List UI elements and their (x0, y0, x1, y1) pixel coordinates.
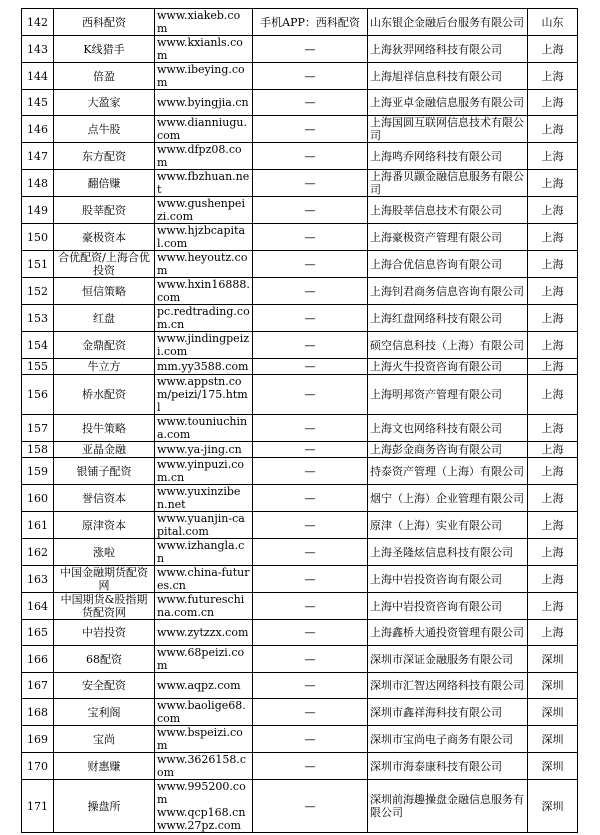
company-name: 深圳市鑫祥海科技有限公司 (368, 699, 528, 726)
company-name: 上海彭金商务咨询有限公司 (368, 442, 528, 458)
platform-name: 桥水配资 (54, 375, 155, 415)
company-name: 上海圣隆炫信息科技有限公司 (368, 539, 528, 566)
app-info: — (253, 753, 368, 780)
table-row (22, 566, 578, 593)
row-number: 154 (22, 332, 54, 359)
region: 山东 (528, 9, 578, 36)
app-info: 手机APP：西科配资 (253, 9, 368, 36)
app-info: — (253, 485, 368, 512)
app-info: — (253, 646, 368, 673)
platform-url: www.dfpz08.com (155, 143, 253, 170)
platform-table (21, 8, 578, 833)
platform-url: www.heyoutz.com (155, 251, 253, 278)
platform-url: www.china-futures.cn (155, 566, 253, 593)
platform-name: 安全配资 (54, 673, 155, 699)
platform-name: 誉信资本 (54, 485, 155, 512)
row-number: 156 (22, 375, 54, 415)
platform-name: 点牛股 (54, 116, 155, 143)
region: 上海 (528, 415, 578, 442)
app-info: — (253, 278, 368, 305)
company-name: 上海火牛投资咨询有限公司 (368, 359, 528, 375)
platform-name: 涨啦 (54, 539, 155, 566)
platform-name: K线猎手 (54, 36, 155, 63)
app-info: — (253, 566, 368, 593)
company-name: 上海狄羿网络科技有限公司 (368, 36, 528, 63)
region: 上海 (528, 620, 578, 646)
company-name: 上海钊君商务信息咨询有限公司 (368, 278, 528, 305)
company-name: 上海旭祥信息科技有限公司 (368, 63, 528, 90)
table-row (22, 36, 578, 63)
app-info: — (253, 673, 368, 699)
document-page (21, 8, 577, 833)
company-name: 上海国圆互联网信息技术有限公司 (368, 116, 528, 143)
row-number: 162 (22, 539, 54, 566)
platform-url: www.futureschina.com.cn (155, 593, 253, 620)
platform-url: www.gushenpeizi.com (155, 197, 253, 224)
row-number: 144 (22, 63, 54, 90)
region: 深圳 (528, 726, 578, 753)
region: 上海 (528, 224, 578, 251)
app-info: — (253, 512, 368, 539)
platform-name: 翻倍赚 (54, 170, 155, 197)
row-number: 171 (22, 780, 54, 833)
platform-name: 豪极资本 (54, 224, 155, 251)
region: 上海 (528, 539, 578, 566)
platform-url: www.68peizi.com (155, 646, 253, 673)
row-number: 143 (22, 36, 54, 63)
platform-url: www.aqpz.com (155, 673, 253, 699)
region: 上海 (528, 170, 578, 197)
platform-url: www.zytzzx.com (155, 620, 253, 646)
platform-url: www.baolige68.com (155, 699, 253, 726)
table-row (22, 305, 578, 332)
row-number: 152 (22, 278, 54, 305)
table-row (22, 593, 578, 620)
region: 上海 (528, 332, 578, 359)
company-name: 上海鑫桥大通投资管理有限公司 (368, 620, 528, 646)
company-name: 深圳市宝尚电子商务有限公司 (368, 726, 528, 753)
row-number: 148 (22, 170, 54, 197)
app-info: — (253, 375, 368, 415)
company-name: 原津（上海）实业有限公司 (368, 512, 528, 539)
platform-url: www.byingjia.cn (155, 90, 253, 116)
company-name: 上海文也网络科技有限公司 (368, 415, 528, 442)
table-row (22, 512, 578, 539)
app-info: — (253, 63, 368, 90)
platform-name: 中国金融期货配资网 (54, 566, 155, 593)
platform-name: 原津资本 (54, 512, 155, 539)
platform-name: 财惠赚 (54, 753, 155, 780)
platform-name: 宝尚 (54, 726, 155, 753)
app-info: — (253, 593, 368, 620)
company-name: 上海豪极资产管理有限公司 (368, 224, 528, 251)
region: 上海 (528, 90, 578, 116)
table-row (22, 415, 578, 442)
table-row (22, 143, 578, 170)
row-number: 153 (22, 305, 54, 332)
region: 深圳 (528, 699, 578, 726)
platform-name: 投牛策略 (54, 415, 155, 442)
company-name: 上海番贝颛金融信息服务有限公司 (368, 170, 528, 197)
app-info: — (253, 442, 368, 458)
platform-url: mm.yy3588.com (155, 359, 253, 375)
app-info: — (253, 116, 368, 143)
table-row (22, 620, 578, 646)
company-name: 烟宁（上海）企业管理有限公司 (368, 485, 528, 512)
region: 深圳 (528, 780, 578, 833)
row-number: 161 (22, 512, 54, 539)
region: 上海 (528, 485, 578, 512)
row-number: 165 (22, 620, 54, 646)
platform-url: www.xiakeb.com (155, 9, 253, 36)
table-row (22, 753, 578, 780)
app-info: — (253, 699, 368, 726)
platform-name: 恒信策略 (54, 278, 155, 305)
row-number: 149 (22, 197, 54, 224)
platform-url: www.hjzbcapital.com (155, 224, 253, 251)
table-row (22, 726, 578, 753)
table-body (22, 9, 578, 833)
company-name: 山东银企金融后台服务有限公司 (368, 9, 528, 36)
platform-name: 中岩投资 (54, 620, 155, 646)
region: 上海 (528, 197, 578, 224)
table-row (22, 375, 578, 415)
app-info: — (253, 359, 368, 375)
region: 深圳 (528, 753, 578, 780)
company-name: 深圳市深证金融服务有限公司 (368, 646, 528, 673)
region: 深圳 (528, 673, 578, 699)
platform-url: pc.redtrading.com.cn (155, 305, 253, 332)
table-row (22, 458, 578, 485)
app-info: — (253, 305, 368, 332)
row-number: 159 (22, 458, 54, 485)
region: 上海 (528, 36, 578, 63)
platform-url: www.dianniugu.com (155, 116, 253, 143)
table-row (22, 90, 578, 116)
row-number: 158 (22, 442, 54, 458)
platform-name: 中国期货&股指期货配资网 (54, 593, 155, 620)
app-info: — (253, 332, 368, 359)
company-name: 上海明邦资产管理有限公司 (368, 375, 528, 415)
table-row (22, 646, 578, 673)
table-row (22, 197, 578, 224)
platform-url: www.ya-jing.cn (155, 442, 253, 458)
platform-url: www.kxianls.com (155, 36, 253, 63)
platform-url: www.995200.com www.qcp168.cn www.27pz.com (155, 780, 253, 833)
platform-name: 东方配资 (54, 143, 155, 170)
app-info: — (253, 197, 368, 224)
app-info: — (253, 620, 368, 646)
company-name: 深圳前海趣操盘金融信息服务有限公司 (368, 780, 528, 833)
row-number: 155 (22, 359, 54, 375)
app-info: — (253, 143, 368, 170)
platform-name: 倍盈 (54, 63, 155, 90)
row-number: 145 (22, 90, 54, 116)
table-row (22, 673, 578, 699)
platform-url: www.yuxinziben.net (155, 485, 253, 512)
company-name: 深圳市汇智达网络科技有限公司 (368, 673, 528, 699)
region: 上海 (528, 593, 578, 620)
app-info: — (253, 36, 368, 63)
region: 上海 (528, 566, 578, 593)
company-name: 硕空信息科技（上海）有限公司 (368, 332, 528, 359)
row-number: 163 (22, 566, 54, 593)
platform-url: www.appstn.com/peizi/175.html (155, 375, 253, 415)
company-name: 上海股莘信息技术有限公司 (368, 197, 528, 224)
table-row (22, 359, 578, 375)
company-name: 上海红盘网络科技有限公司 (368, 305, 528, 332)
company-name: 持泰资产管理（上海）有限公司 (368, 458, 528, 485)
table-row (22, 224, 578, 251)
app-info: — (253, 780, 368, 833)
platform-url: www.touniuchina.com (155, 415, 253, 442)
table-row (22, 63, 578, 90)
table-row (22, 780, 578, 833)
table-row (22, 170, 578, 197)
company-name: 上海中岩投资咨询有限公司 (368, 593, 528, 620)
company-name: 上海鸣乔网络科技有限公司 (368, 143, 528, 170)
platform-url: www.izhangla.cn (155, 539, 253, 566)
region: 上海 (528, 251, 578, 278)
platform-name: 股莘配资 (54, 197, 155, 224)
app-info: — (253, 224, 368, 251)
company-name: 深圳市海泰康科技有限公司 (368, 753, 528, 780)
app-info: — (253, 539, 368, 566)
app-info: — (253, 726, 368, 753)
row-number: 157 (22, 415, 54, 442)
platform-name: 操盘所 (54, 780, 155, 833)
app-info: — (253, 170, 368, 197)
row-number: 147 (22, 143, 54, 170)
platform-name: 牛立方 (54, 359, 155, 375)
row-number: 169 (22, 726, 54, 753)
app-info: — (253, 415, 368, 442)
row-number: 164 (22, 593, 54, 620)
table-row (22, 278, 578, 305)
table-row (22, 539, 578, 566)
platform-url: www.hxin16888.com (155, 278, 253, 305)
company-name: 上海合优信息咨询有限公司 (368, 251, 528, 278)
table-row (22, 116, 578, 143)
region: 上海 (528, 305, 578, 332)
platform-name: 金鼎配资 (54, 332, 155, 359)
row-number: 167 (22, 673, 54, 699)
region: 上海 (528, 143, 578, 170)
row-number: 146 (22, 116, 54, 143)
table-row (22, 699, 578, 726)
platform-url: www.yinpuzi.com.cn (155, 458, 253, 485)
region: 上海 (528, 116, 578, 143)
region: 上海 (528, 512, 578, 539)
company-name: 上海中岩投资咨询有限公司 (368, 566, 528, 593)
region: 上海 (528, 278, 578, 305)
table-row (22, 442, 578, 458)
platform-name: 银铺子配资 (54, 458, 155, 485)
platform-name: 亚晶金融 (54, 442, 155, 458)
platform-url: www.ibeying.com (155, 63, 253, 90)
row-number: 168 (22, 699, 54, 726)
region: 上海 (528, 458, 578, 485)
app-info: — (253, 90, 368, 116)
row-number: 151 (22, 251, 54, 278)
region: 上海 (528, 442, 578, 458)
region: 上海 (528, 359, 578, 375)
company-name: 上海亚卓金融信息服务有限公司 (368, 90, 528, 116)
app-info: — (253, 251, 368, 278)
row-number: 160 (22, 485, 54, 512)
row-number: 170 (22, 753, 54, 780)
platform-url: www.jindingpeizi.com (155, 332, 253, 359)
row-number: 142 (22, 9, 54, 36)
platform-name: 西科配资 (54, 9, 155, 36)
region: 上海 (528, 375, 578, 415)
platform-url: www.3626158.com (155, 753, 253, 780)
platform-name: 68配资 (54, 646, 155, 673)
platform-name: 合优配资/上海合优投资 (54, 251, 155, 278)
platform-name: 大盈家 (54, 90, 155, 116)
table-row (22, 485, 578, 512)
row-number: 150 (22, 224, 54, 251)
region: 深圳 (528, 646, 578, 673)
platform-url: www.bspeizi.com (155, 726, 253, 753)
app-info: — (253, 458, 368, 485)
table-row (22, 332, 578, 359)
platform-url: www.yuanjin-capital.com (155, 512, 253, 539)
platform-url: www.fbzhuan.net (155, 170, 253, 197)
table-row (22, 9, 578, 36)
row-number: 166 (22, 646, 54, 673)
platform-name: 宝利阁 (54, 699, 155, 726)
region: 上海 (528, 63, 578, 90)
table-row (22, 251, 578, 278)
platform-name: 红盘 (54, 305, 155, 332)
